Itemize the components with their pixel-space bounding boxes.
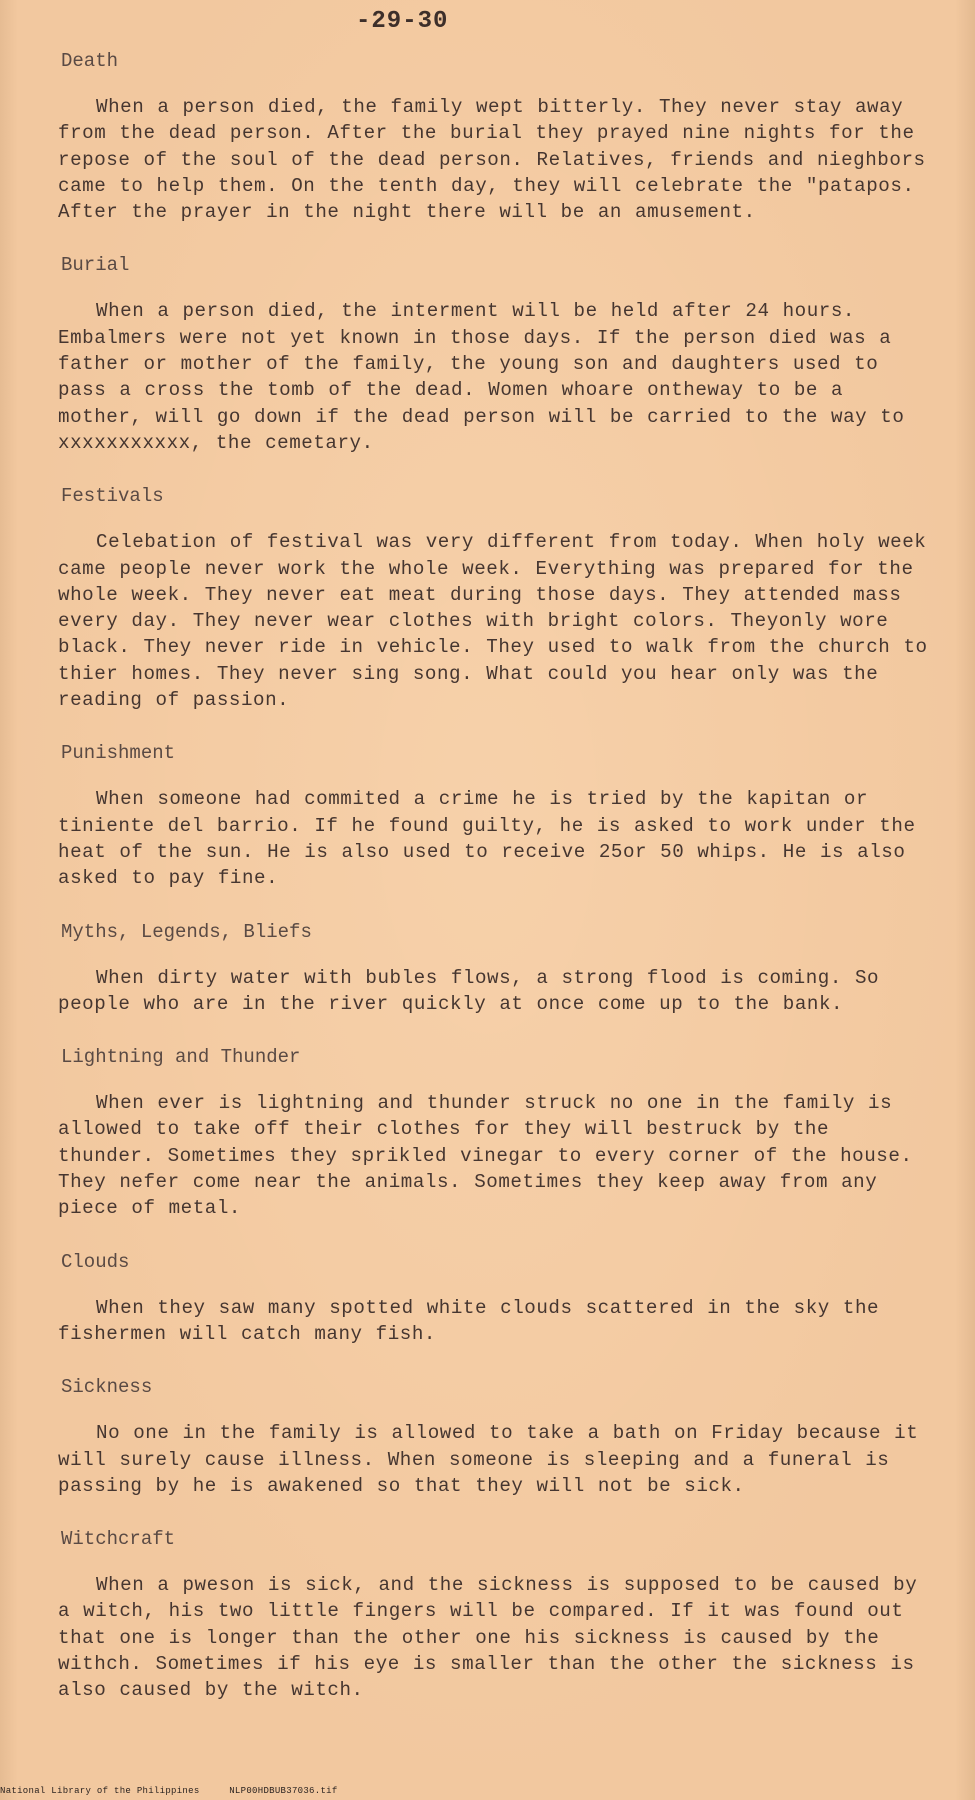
section-festivals xyxy=(58,483,938,713)
section-heading: Death xyxy=(61,50,119,72)
document-body xyxy=(58,48,938,1731)
section-paragraph: When a pweson is sick, and the sickness is supposed to be caused by a witch, his two little fingers will be compared. If it was found out that one is longer than the other one his sickness is caused by the withch. Sometimes if his eye is smaller than the other the sickness is also caused by the witch. xyxy=(58,1574,918,1702)
section-paragraph: When dirty water with bubles flows, a strong flood is coming. So people who are in the river quickly at once come up to the bank. xyxy=(58,966,880,1015)
section-clouds xyxy=(58,1249,938,1348)
section-heading: Punishment xyxy=(61,742,176,765)
section-heading: Burial xyxy=(61,254,130,277)
section-paragraph: When they saw many spotted white clouds scattered in the sky the fishermen will catch many fish. xyxy=(58,1296,880,1345)
section-witchcraft xyxy=(58,1526,938,1703)
section-burial xyxy=(58,252,938,456)
section-heading: Myths, Legends, Bliefs xyxy=(61,920,312,943)
section-heading: Festivals xyxy=(61,485,164,508)
library-name: National Library of the Philippines xyxy=(0,1786,200,1796)
page-number: -29-30 xyxy=(356,8,449,35)
section-paragraph: When a person died, the family wept bitterly. They never stay away from the dead person. After the burial they prayed nine nights for the repose of the soul of the dead person. Relatives, friends and nieghbors came to help them. On the tenth day, they will celebrate the "patapos. After the prayer in the night there will be an amusement. xyxy=(58,96,926,224)
section-paragraph: Celebation of festival was very different from today. When holy week came people never work the whole week. Everything was prepared for the whole week. They never eat meat during those days. They attended mass every day. They never wear clothes with bright colors. Theyonly wore black. They never ride in vehicle. They used to walk from the church to thier homes. They never sing song. What could you hear only was the reading of passion. xyxy=(58,531,928,712)
section-paragraph: No one in the family is allowed to take a bath on Friday because it will surely cause illness. When someone is sleeping and a funeral is passing by he is awakened so that they will not be sick. xyxy=(58,1422,919,1497)
section-heading: Witchcraft xyxy=(61,1528,176,1551)
section-paragraph: When a person died, the interment will be held after 24 hours. Embalmers were not yet known in those days. If the person died was a father or mother of the family, the young son and daughters used to pass a cross the tomb of the dead. Women whoare ontheway to be a mother, will go down if the dead person will be carried to the way to xxxxxxxxxxx, the cemetary. xyxy=(58,300,905,454)
section-heading: Clouds xyxy=(61,1250,130,1273)
section-heading: Lightning and Thunder xyxy=(61,1046,301,1069)
section-death xyxy=(58,48,938,225)
section-paragraph: When someone had commited a crime he is tried by the kapitan or tiniente del barrio. If he found guilty, he is asked to work under the heat of the sun. He is also used to receive 25or 50 whips. He is also asked to pay fine. xyxy=(58,788,916,890)
section-sickness xyxy=(58,1374,938,1499)
section-punishment xyxy=(58,740,938,891)
scan-footer xyxy=(0,1786,338,1796)
section-lightning xyxy=(58,1044,938,1221)
section-heading: Sickness xyxy=(61,1376,153,1399)
section-paragraph: When ever is lightning and thunder struck no one in the family is allowed to take off their clothes for they will bestruck by the thunder. Sometimes they sprikled vinegar to every corner of the house. They nefer come near the animals. Sometimes they keep away from any piece of metal. xyxy=(58,1092,913,1220)
file-name: NLP00HDBUB37036.tif xyxy=(229,1786,338,1796)
section-myths xyxy=(58,919,938,1018)
